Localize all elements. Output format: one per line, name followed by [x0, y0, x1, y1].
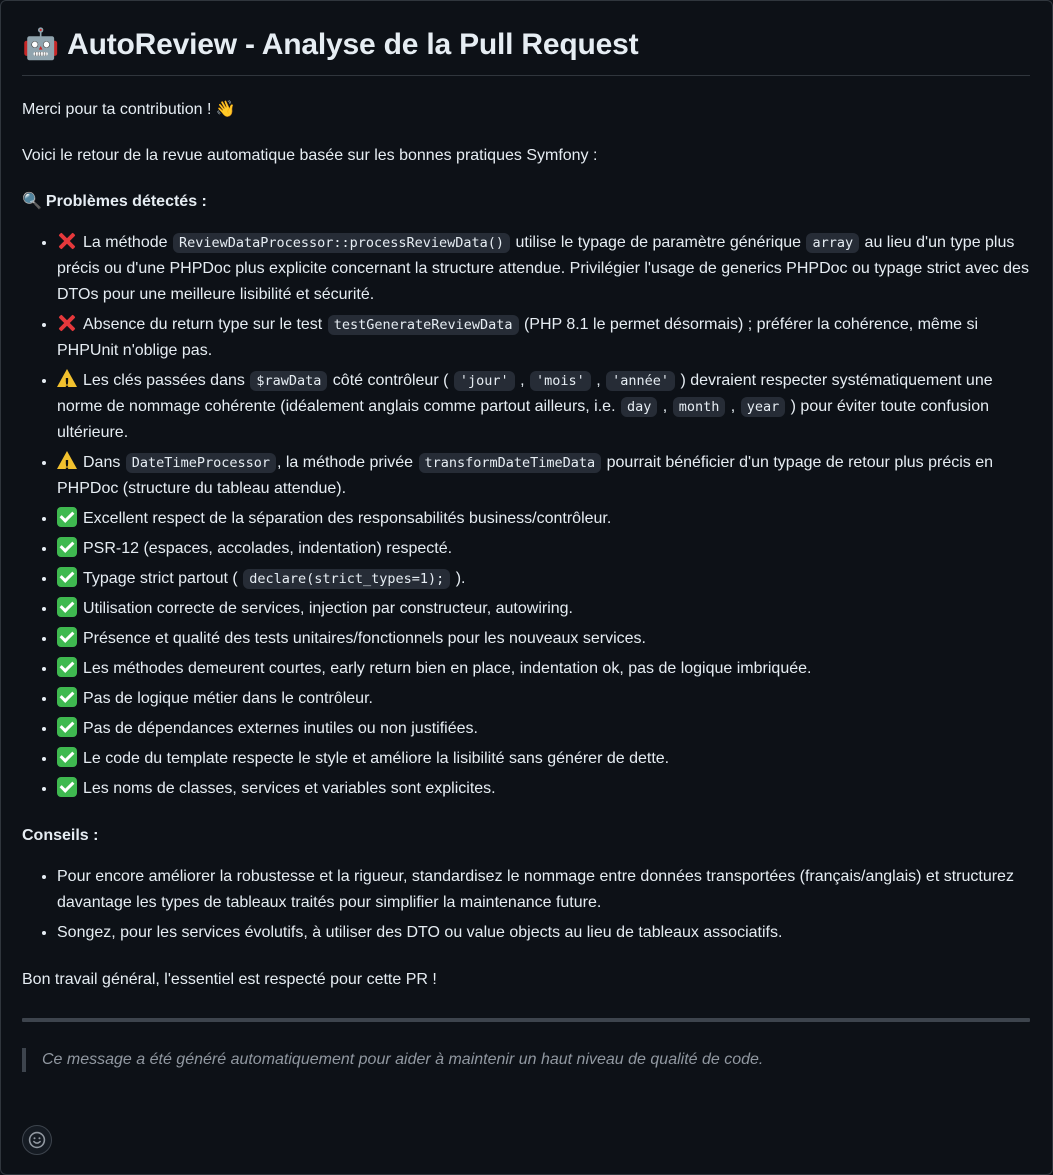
item-text: côté contrôleur (: [328, 372, 453, 389]
check-icon: [57, 717, 77, 737]
inline-code: testGenerateReviewData: [328, 315, 519, 335]
inline-code: ReviewDataProcessor::processReviewData(): [173, 233, 510, 253]
problem-item: [57, 716, 1030, 742]
add-reaction-button[interactable]: [22, 1125, 52, 1155]
item-text: ) devraient respecter systématiquement une norme de nommage cohérente (idéalement anglais comme partout ailleurs, i.e.: [57, 372, 993, 415]
comment-body: [22, 25, 1030, 1072]
problem-item: [57, 536, 1030, 562]
cross-icon: [57, 231, 77, 251]
item-text: ,: [515, 372, 529, 389]
problem-item: [57, 312, 1030, 364]
check-icon: [57, 687, 77, 707]
item-text: Dans: [83, 454, 125, 471]
item-text: Les méthodes demeurent courtes, early return bien en place, indentation ok, pas de logique imbriquée.: [83, 660, 812, 677]
comment-title: [22, 25, 1030, 76]
item-text: ,: [726, 398, 740, 415]
smiley-icon: [28, 1131, 46, 1149]
advice-heading: Conseils :: [22, 827, 99, 844]
waving-hand-icon: 👋: [215, 101, 236, 118]
item-text: Excellent respect de la séparation des responsabilités business/contrôleur.: [83, 510, 612, 527]
advice-item: • Songez, pour les services évolutifs, à utiliser des DTO ou value objects au lieu de tableaux associatifs.: [57, 920, 1030, 946]
problem-item: [57, 450, 1030, 502]
problem-item: [57, 776, 1030, 802]
item-text: au lieu d'un type plus précis ou d'une PHPDoc plus explicite concernant la structure attendue. Privilégier l'usage de generics PHPDoc ou typage strict avec des DTOs pour une meilleure lisibilité et sécurité.: [57, 234, 1029, 303]
item-text: La méthode: [83, 234, 172, 251]
check-icon: [57, 747, 77, 767]
problem-item: [57, 506, 1030, 532]
inline-code: 'année': [606, 371, 675, 391]
item-text: ).: [451, 570, 466, 587]
problem-item: [57, 626, 1030, 652]
inline-code: year: [741, 397, 786, 417]
item-text: Pas de logique métier dans le contrôleur.: [83, 690, 373, 707]
item-text: ,: [658, 398, 672, 415]
problem-item: [57, 686, 1030, 712]
cross-icon: [57, 313, 77, 333]
warning-icon: [57, 451, 77, 469]
check-icon: [57, 777, 77, 797]
item-text: Utilisation correcte de services, injection par constructeur, autowiring.: [83, 600, 573, 617]
item-text: ,: [591, 372, 606, 389]
thanks-paragraph: [22, 98, 1030, 122]
item-text: Les clés passées dans: [83, 372, 250, 389]
item-text: Le code du template respecte le style et améliore la lisibilité sans générer de dette.: [83, 750, 670, 767]
footer-blockquote: Ce message a été généré automatiquement pour aider à maintenir un haut niveau de qualité de code.: [22, 1048, 1030, 1072]
inline-code: 'jour': [454, 371, 515, 391]
problem-item: [57, 596, 1030, 622]
thanks-text: Merci pour ta contribution !: [22, 101, 212, 118]
problems-heading-text: Problèmes détectés :: [45, 193, 207, 210]
item-text: , la méthode privée: [276, 454, 418, 471]
item-text: Absence du return type sur le test: [83, 316, 327, 333]
problem-item: [57, 656, 1030, 682]
divider: [22, 1018, 1030, 1022]
inline-code: transformDateTimeData: [419, 453, 602, 473]
problem-item: [57, 368, 1030, 446]
check-icon: [57, 507, 77, 527]
problem-item: [57, 230, 1030, 308]
warning-icon: [57, 369, 77, 387]
inline-code: day: [621, 397, 657, 417]
inline-code: month: [673, 397, 726, 417]
item-text: PSR-12 (espaces, accolades, indentation) respecté.: [83, 540, 453, 557]
item-text: ) pour éviter toute confusion ultérieure.: [57, 398, 989, 441]
problems-heading: [22, 190, 1030, 214]
item-text: utilise le typage de paramètre générique: [511, 234, 806, 251]
inline-code: array: [806, 233, 859, 253]
inline-code: DateTimeProcessor: [126, 453, 276, 473]
item-text: Présence et qualité des tests unitaires/fonctionnels pour les nouveaux services.: [83, 630, 646, 647]
item-text: (PHP 8.1 le permet désormais) ; préférer la cohérence, même si PHPUnit n'oblige pas.: [57, 316, 979, 359]
magnifier-icon: 🔍: [22, 193, 42, 210]
item-text: Typage strict partout (: [83, 570, 243, 587]
check-icon: [57, 627, 77, 647]
closing-paragraph: Bon travail général, l'essentiel est respecté pour cette PR !: [22, 971, 437, 988]
inline-code: $rawData: [250, 371, 327, 391]
check-icon: [57, 567, 77, 587]
check-icon: [57, 597, 77, 617]
problem-item: [57, 746, 1030, 772]
inline-code: 'mois': [530, 371, 591, 391]
item-text: pourrait bénéficier d'un typage de retour plus précis en PHPDoc (structure du tableau attendue).: [57, 454, 994, 497]
inline-code: declare(strict_types=1);: [243, 569, 450, 589]
problems-list: [22, 230, 1030, 802]
intro-paragraph: Voici le retour de la revue automatique basée sur les bonnes pratiques Symfony :: [22, 147, 598, 164]
advice-list: [22, 864, 1030, 946]
check-icon: [57, 537, 77, 557]
robot-icon: 🤖: [22, 28, 60, 61]
comment-title-text: AutoReview - Analyse de la Pull Request: [67, 28, 639, 61]
advice-item: • Pour encore améliorer la robustesse et la rigueur, standardisez le nommage entre données transportées (français/anglais) et structurez davantage les types de tableaux traités pour simplifier la maintenance future.: [57, 864, 1030, 916]
problem-item: [57, 566, 1030, 592]
check-icon: [57, 657, 77, 677]
item-text: Pas de dépendances externes inutiles ou non justifiées.: [83, 720, 478, 737]
item-text: Les noms de classes, services et variables sont explicites.: [83, 780, 496, 797]
